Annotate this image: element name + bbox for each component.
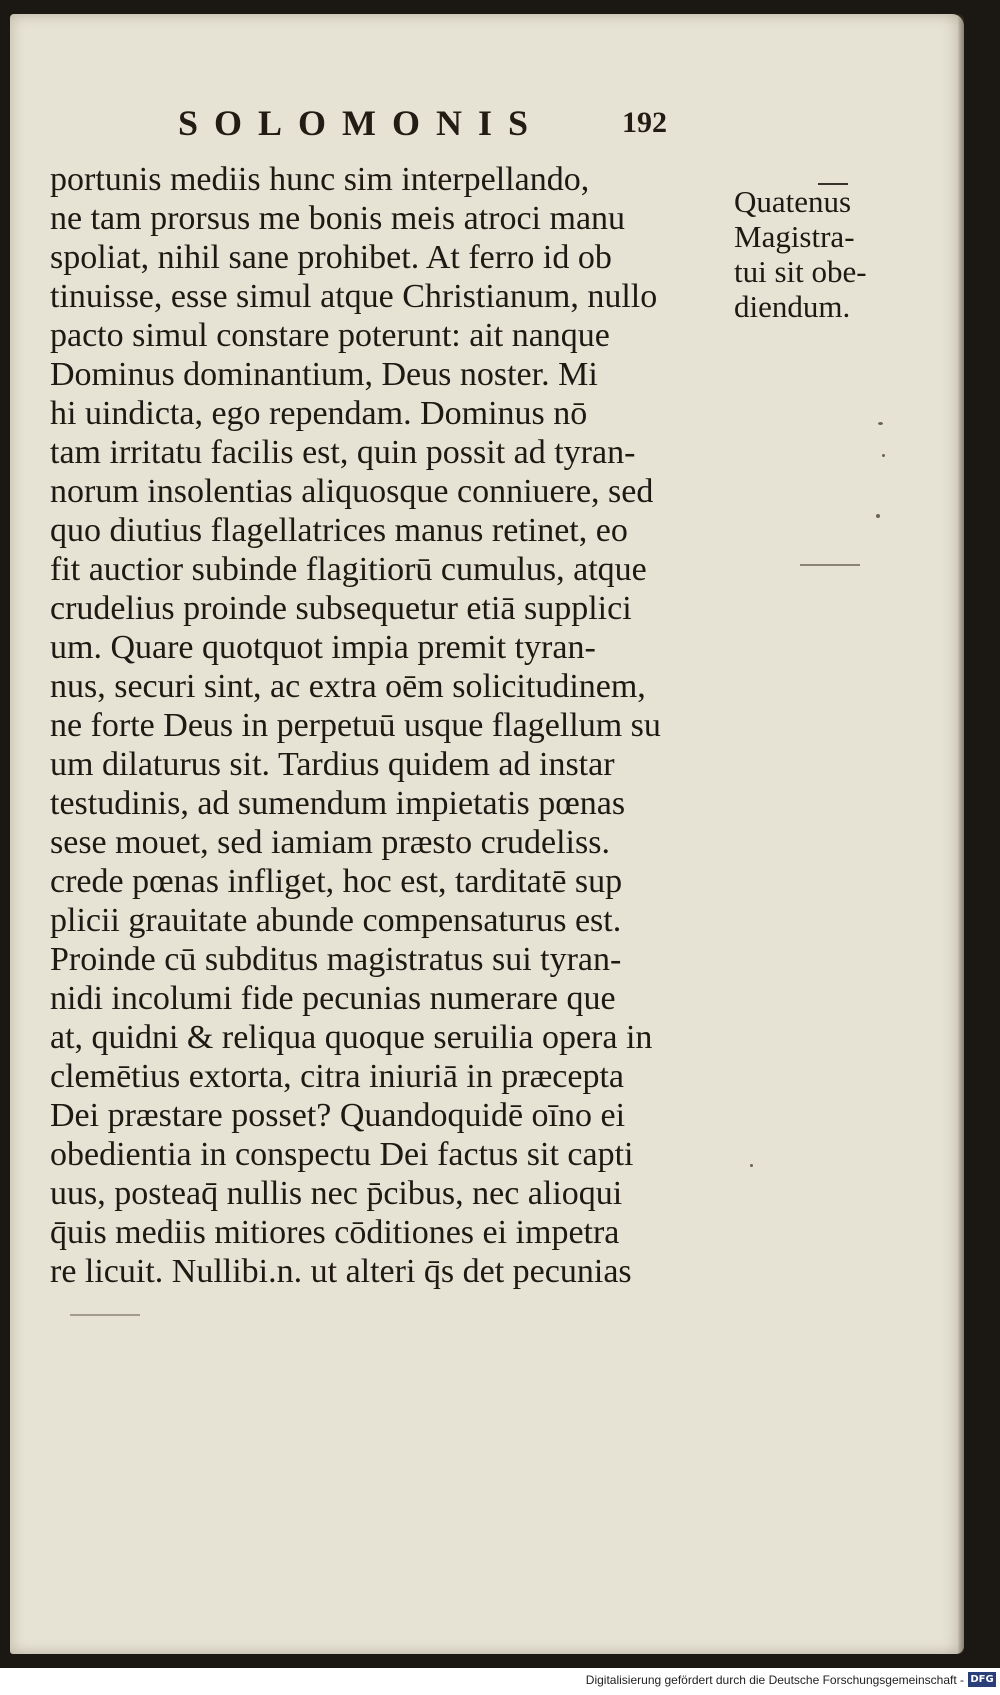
text-line: norum insolentias aliquosque conniuere, sed (50, 473, 654, 510)
text-line: sese mouet, sed iamiam præsto crudeliss. (50, 824, 610, 861)
text-line: ne forte Deus in perpetuū usque flagellum su (50, 707, 661, 744)
ink-speck (70, 1314, 140, 1316)
text-line: um dilaturus sit. Tardius quidem ad instar (50, 746, 615, 783)
text-line: at, quidni & reliqua quoque seruilia opera in (50, 1019, 653, 1056)
running-head-title: SOLOMONIS (178, 103, 545, 143)
ink-speck (876, 514, 880, 518)
text-line: Dominus dominantium, Deus noster. Mi (50, 356, 598, 393)
text-line: quo diutius flagellatrices manus retinet, eo (50, 512, 628, 549)
marginal-note-line: Quatenus (734, 184, 852, 219)
text-line: fit auctior subinde flagitiorū cumulus, atque (50, 551, 647, 588)
ink-speck (878, 422, 883, 425)
book-page (10, 14, 964, 1654)
marginal-note-line: Magistra- (734, 219, 855, 254)
dfg-logo: DFG (968, 1672, 996, 1687)
ink-speck (800, 564, 860, 566)
running-head (10, 102, 964, 142)
footer-credit: Digitalisierung gefördert durch die Deutsche Forschungsgemeinschaft - (585, 1673, 964, 1687)
text-line: hi uindicta, ego rependam. Dominus nō (50, 395, 588, 432)
text-line: clemētius extorta, citra iniuriā in præcepta (50, 1058, 624, 1095)
text-line: um. Quare quotquot impia premit tyran- (50, 629, 596, 666)
page-number: 192 (622, 106, 667, 139)
text-line: nus, securi sint, ac extra oēm solicitudinem, (50, 668, 646, 705)
text-line: tinuisse, esse simul atque Christianum, nullo (50, 278, 658, 315)
marginal-note-line: diendum. (734, 289, 851, 324)
text-line: plicii grauitate abunde compensaturus est. (50, 902, 622, 939)
text-line: tam irritatu facilis est, quin possit ad tyran- (50, 434, 636, 471)
text-line: crede pœnas infliget, hoc est, tarditatē sup (50, 863, 623, 900)
text-line: q̄uis mediis mitiores cōditiones ei impetra (50, 1214, 620, 1251)
text-line: uus, posteaq̄ nullis nec p̄cibus, nec alioqui (50, 1175, 623, 1212)
text-line: pacto simul constare poterunt: ait nanque (50, 317, 610, 354)
text-line: portunis mediis hunc sim interpellando, (50, 161, 590, 198)
body-text (50, 160, 725, 1291)
marginal-note (734, 184, 934, 324)
ink-speck (750, 1164, 753, 1167)
text-line: Dei præstare posset? Quandoquidē oīno ei (50, 1097, 626, 1134)
text-line: spoliat, nihil sane prohibet. At ferro id ob (50, 239, 612, 276)
text-line: Proinde cū subditus magistratus sui tyran- (50, 941, 622, 978)
text-line: re licuit. Nullibi.n. ut alteri q̄s det pecunias (50, 1253, 632, 1290)
page-edge-shadow (958, 14, 964, 1654)
text-line: testudinis, ad sumendum impietatis pœnas (50, 785, 626, 822)
marginal-note-line: tui sit obe- (734, 254, 867, 289)
text-line: nidi incolumi fide pecunias numerare que (50, 980, 616, 1017)
text-line: obedientia in conspectu Dei factus sit capti (50, 1136, 634, 1173)
text-line: crudelius proinde subsequetur etiā supplici (50, 590, 632, 627)
digitization-footer (0, 1668, 1000, 1695)
text-line: ne tam prorsus me bonis meis atroci manu (50, 200, 626, 237)
ink-speck (882, 454, 885, 457)
